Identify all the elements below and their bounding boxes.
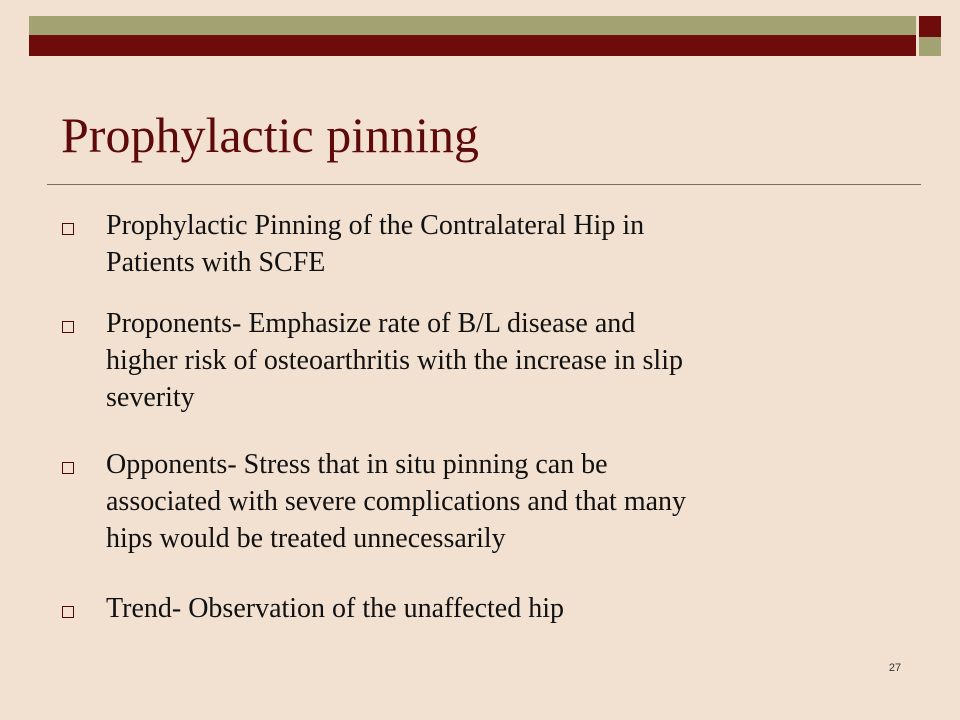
bullet-line: Opponents- Stress that in situ pinning can be xyxy=(106,449,608,480)
square-bullet-icon xyxy=(62,606,74,618)
bullet-line: severity xyxy=(106,382,195,413)
bullet-line: hips would be treated unnecessarily xyxy=(106,523,506,554)
bullet-line: higher risk of osteoarthritis with the increase in slip xyxy=(106,345,683,376)
square-bullet-icon xyxy=(62,462,74,474)
bullet-line: Proponents- Emphasize rate of B/L disease and xyxy=(106,308,636,339)
bullet-line: Trend- Observation of the unaffected hip xyxy=(106,593,564,624)
square-bullet-icon xyxy=(62,321,74,333)
slide-title: Prophylactic pinning xyxy=(61,107,479,163)
bullet-line: associated with severe complications and that many xyxy=(106,486,687,517)
square-bullet-icon xyxy=(62,223,74,235)
bullet-line: Patients with SCFE xyxy=(106,247,326,278)
bullet-line: Prophylactic Pinning of the Contralateral Hip in xyxy=(106,210,645,241)
slide-number: 27 xyxy=(888,662,902,674)
